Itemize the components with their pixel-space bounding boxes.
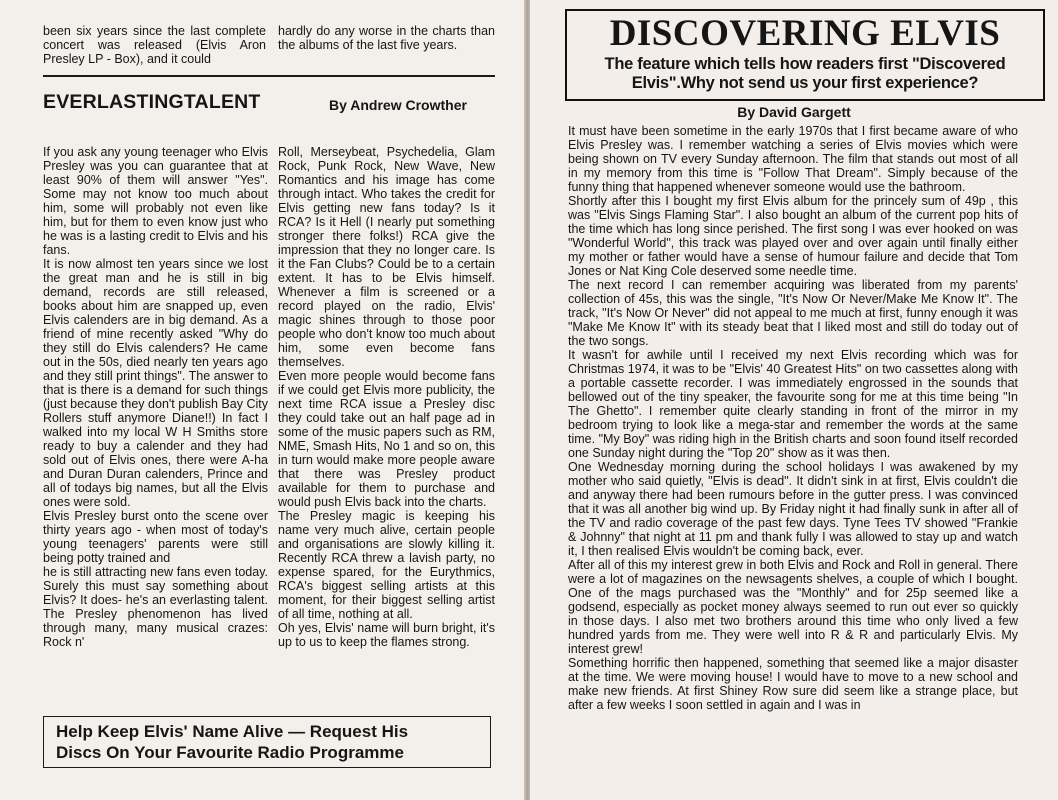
- banner-title: DISCOVERING ELVIS: [609, 13, 1001, 54]
- continued-text-col1: [43, 24, 266, 68]
- promo-line: Discs On Your Favourite Radio Programme: [56, 743, 404, 762]
- paragraph: Roll, Merseybeat, Psychedelia, Glam Rock, Punk Rock, New Wave, New Romantics and his image has come through intact. Who takes the credit for Elvis getting new fans today? Is it RCA? Is it Hell (I nearly put something stronger there folks!) RCA give the impression that they no longer care. Is it the Fan Clubs? Could be to a certain extent. It has to be Elvis himself. Whenever a film is screened or a record played on the radio, Elvis' magic shines through to those poor people who don't know too much about him, some even become fans themselves.: [278, 145, 495, 369]
- banner-subtitle: The feature which tells how readers first "Discovered Elvis".Why not send us your first experience?: [604, 55, 1006, 92]
- paragraph: Oh yes, Elvis' name will burn bright, it's up to us to keep the flames strong.: [278, 621, 495, 649]
- paragraph: It must have been sometime in the early 1970s that I first became aware of who Elvis Presley was. I remember watching a series of Elvis movies which were being shown on TV every Sunday afternoon. The film that stands out most of all in my memory from this time is "Follow That Dream". Simply because of the funny thing that happened whenever someone would use the bathroom.: [568, 124, 1018, 194]
- promo-line: Help Keep Elvis' Name Alive — Request His: [56, 722, 409, 741]
- byline: By Andrew Crowther: [329, 97, 467, 113]
- paragraph: The next record I can remember acquiring was liberated from my parents' collection of 45s, this was the single, "It's Now Or Never/Make Me Know It". The track, "It's Now Or Never" did not appeal to me much at first, funny enough it was "Make Me Know It" with its steady beat that I liked most and still do today out of the two songs.: [568, 278, 1018, 348]
- left-page: [0, 0, 526, 800]
- paragraph: he is still attracting new fans even today. Surely this must say something about Elvis? It does- he's an everlasting talent. The Presley phenomenon has lived through many, many musical crazes: Rock n': [43, 565, 268, 649]
- paragraph: If you ask any young teenager who Elvis Presley was you can guarantee that at least 90% of them will answer "Yes". Some may not know too much about him, some will probably not even like him, but for them to even know just who he was is a lasting credit to Elvis and his fans.: [43, 145, 268, 257]
- paragraph: Elvis Presley burst onto the scene over thirty years ago - when most of today's young teenagers' parents were still being potty trained and: [43, 509, 268, 565]
- article-title: EVERLASTINGTALENT: [43, 91, 261, 113]
- article-column-2: [278, 145, 495, 705]
- paragraph: Shortly after this I bought my first Elvis album for the princely sum of 49p , this was "Elvis Sings Flaming Star". I also bought an album of the current pop hits of the time which has long since perished. The first song I was ever hooked on was "Wonderful World", this track was played over and over again until finally either my mother or father would have a sense of humour failure and decide that Tom Jones or Nat King Cole deserved some needle time.: [568, 194, 1018, 278]
- paragraph: The Presley magic is keeping his name very much alive, certain people and organisations are slowly killing it. Recently RCA threw a lavish party, no expense spared, for the Eurythmics, RCA's biggest selling artists at this moment, for their biggest selling artist of all time, nothing at all.: [278, 509, 495, 621]
- feature-body: [568, 124, 1018, 800]
- promo-box: [43, 716, 491, 768]
- paragraph: Something horrific then happened, something that seemed like a major disaster at the time. We were moving house! I would have to move to a new school and make new friends. At first Shiney Row sure did seem like a strange place, but after a few weeks I soon settled in again and I was in: [568, 656, 1018, 712]
- continued-paragraph: been six years since the last complete concert was released (Elvis Aron Presley LP - Box), and it could: [43, 24, 266, 66]
- paragraph: One Wednesday morning during the school holidays I was awakened by my mother who said quietly, "Elvis is dead". It didn't sink in at first, Elvis couldn't die and anyway there had been rumours before in the gutter press. I was convinced that it was all another big wind up. By Friday night it had finally sunk in after all of the TV and radio coverage of the past few days. Tyne Tees TV showed "Frankie & Johnny" that night at 11 pm and thank fully I was allowed to stay up and watch it, I then realised Elvis wouldn't be coming back, ever.: [568, 460, 1018, 558]
- section-divider: [43, 75, 495, 77]
- continued-paragraph: hardly do any worse in the charts than the albums of the last five years.: [278, 24, 495, 52]
- paragraph: It is now almost ten years since we lost the great man and he is still in big demand, records are still released, books about him are snapped up, even Elvis calenders are in big demand. As a friend of mine recently asked "Why do they still do Elvis calenders? He came out in the 50s, died nearly ten years ago and they still print things". The answer to that is there is a demand for such things (just because they don't publish Bay City Rollers stuff anymore Diane!!) In fact I walked into my local W H Smiths store ready to buy a calender and they had sold out of Elvis ones, there were A-ha and Duran Duran calenders, Prince and all of todays big names, but all the Elvis ones were sold.: [43, 257, 268, 509]
- paragraph: Even more people would become fans if we could get Elvis more publicity, the next time RCA issue a Presley disc they could take out an half page ad in some of the music papers such as RM, NME, Smash Hits, No 1 and so on, this in turn would make more people aware that there was Presley product available for them to purchase and would push Elvis back into the charts.: [278, 369, 495, 509]
- right-page: [530, 0, 1058, 800]
- paragraph: After all of this my interest grew in both Elvis and Rock and Roll in general. There were a lot of magazines on the newsagents shelves, a couple of which I bought. One of the mags purchased was the "Monthly" and for 25p seemed like a godsend, especially as pocket money always seemed to run out ever so quickly in those days. I also met two brothers around this time who only lived a few hundred yards from me. They were well into R & R and particularly Elvis. My interest grew!: [568, 558, 1018, 656]
- feature-banner: [565, 9, 1045, 101]
- paragraph: It wasn't for awhile until I received my next Elvis recording which was for Christmas 1974, it was to be "Elvis' 40 Greatest Hits" on two cassettes along with a portable cassette recorder. I was immediately engrossed in the sounds that bellowed out of the tiny speaker, the favourite song for me at this time being "In The Ghetto". I remember quite clearly standing in front of the mirror in my bedroom trying to look like a mega-star and remember the words at the same time. "My Boy" was riding high in the British charts and soon found itself recorded one Sunday night during the "Top 20" show as it was then.: [568, 348, 1018, 460]
- article-column-1: [43, 145, 268, 705]
- byline: By David Gargett: [737, 104, 851, 120]
- continued-text-col2: [278, 24, 495, 68]
